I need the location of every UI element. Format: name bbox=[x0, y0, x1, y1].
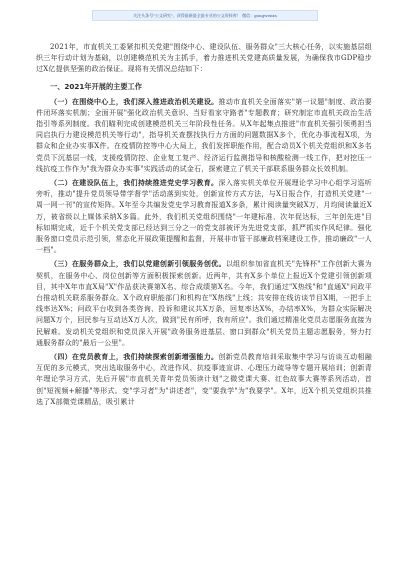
body-service: 以组织参加省直机关"先锋杯"工作创新大赛为契机，在服务中心、岗位创新等方面积极探索创新。近两年，共有X多个单位上报近X个党建引领创新项目，其中X年市直X局"X"作品获决赛第X名、综合成绩第X名。今年，我们通过"X热线"和"直通X"问政平台推动机关联系服务群众。X个政府职能部门和机构在"X热线"上线；共安排在线访谈节目X期，一把手上线率达X%；问政平台收到各类咨询、投诉和建议共X万条，回复率达X%，办结率X%，为群众实际解决问题X万个，回民参与互动达X万人次，做到"民有所呼，我有所应"。我们通过精准化党员志愿服务直接为民解难。发动机关党组织和党员深入开展"政务服务进基层、窗口到群众"机关党员主题志愿服务，努力打通服务群众的"最后一公里"。 bbox=[36, 260, 372, 347]
paragraph-education bbox=[36, 352, 372, 408]
paragraph-team bbox=[36, 178, 372, 256]
section-heading: 一、2021年开展的主要工作 bbox=[50, 81, 142, 91]
promo-banner[interactable]: 关注头条号"公文研究"，获得最新最全最专业的公文资料库！ 微信：gongwenxs bbox=[92, 10, 318, 21]
body-education: 创新党员教育培训采取集中学习与访谈互动相融互促的多元模式，突出选取服务中心，改进作风、抗疫事迹宣讲、心理压力疏导等专题开展培训；创新青年理论学习方式，先后开展"市直机关青年党员领读计划"之微党课大赛、红色故事大赛等系列活动，首创"短视频+解播"等形式。变"学习者"为"讲述者"，变"要我学"为"我要学"。X年，近X个机关党组织共推选了X部微党课精品，吸引累计 bbox=[36, 353, 372, 406]
subheading-team: （二）在建设队伍上，我们持续推进党史学习教育。 bbox=[50, 179, 219, 188]
document-body bbox=[36, 42, 372, 411]
body-center: 推动市直机关全面落实"第一议题"制度、政治要件闭环落实机制；全面开展"强化政治机关意识、当好看家守路者"专题教育；研究制定市直机关政治生活指引等系列制度。我们瞄利完成创建模范机关三年阶段性任务。从X年起集点推进"市直机关强引领勇担当同启执行力建设模范机关等行动"，指导机关查摆找执行力方面的问题数据X多个，优化办事流程X项，为群众和企业办实事X件。在疫情防控等中心大局上，我们发挥职能作用，配合动员X个机关党组织和X多名党员下沉基层一线，支援疫情防控、企业复工复产、经济运行监测指导和核酸检测一线工作，把对挖压一线抗疫工作作为"我为群众办实事"实践活动的试金石，探索建立了机关干部联系服务群众长效机制。 bbox=[36, 97, 372, 173]
subheading-center: （一）在围绕中心上，我们深入推进政治机关建设。 bbox=[50, 97, 219, 106]
subheading-service: （三）在服务群众上，我们以党建创新引领服务创优。 bbox=[50, 260, 226, 269]
subheading-education: （四）在党员教育上，我们持续探索创新增强能力。 bbox=[50, 353, 219, 362]
paragraph-center bbox=[36, 97, 372, 175]
intro-paragraph: 2021年，市直机关工委紧扣机关党建"围绕中心、建设队伍、服务群众"三大核心任务，以实施基层组织三年行动计划为基础，以创建模范机关为主抓手，着力推进机关党建高质量发展，为确保我市GDP稳步过X亿提供坚强的政治保证。现将有关情况总结如下： bbox=[36, 43, 372, 74]
body-team: 深入落实机关单位开展理论学习中心组学习巡听旁听，推动"提升党员领导带学督学"活动落到实处，创新宣传方式方法，与X日报合作，打造机关党建"一周一网一刊"的宣传矩阵。X年至今共编发党史学习教育报道X多条，累计阅读量突破X万，月均阅读量近X万，被省级以上媒体采纳X多篇。此外，我们机关党组织围绕"一年建标准、次年促达标，三年创先进"目标如期完成，近千个机关党支部已经达到三分之一的党支部被评为先进党支部，抓严抓实作风纪律。强化服务窗口党员示范引领，常态化开展政策提醒和监督，开展非市管干部廉政档案建设工作，推动廉政"一人一档"。 bbox=[36, 179, 372, 255]
paragraph-service bbox=[36, 259, 372, 349]
